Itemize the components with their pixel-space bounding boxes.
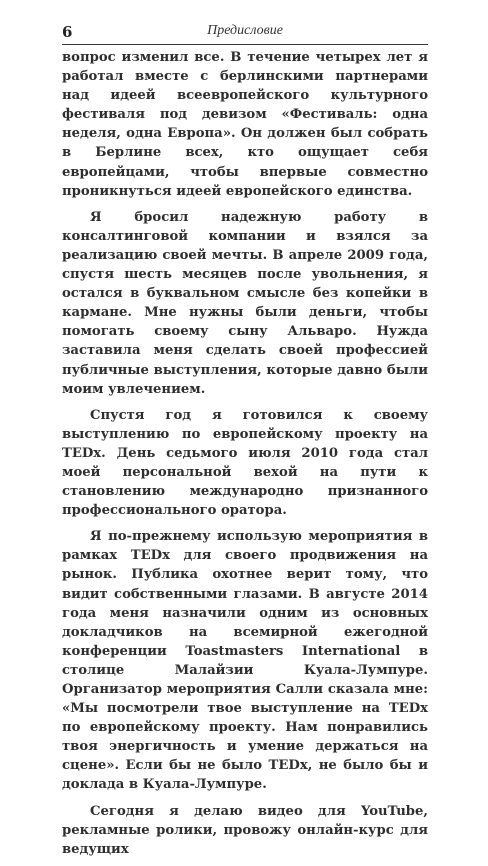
page-number: 6 [62,23,73,41]
page-body [62,48,428,866]
paragraph: Я по-прежнему использую мероприятия в рамках TEDx для своего продвижения на рынок. Публика охотнее верит тому, что видит собственными глазами. В августе 2014 года меня назначили одним из основных докладчиков на всемирной ежегодной конференции Toastmasters International в столице Малайзии Куала-Лумпуре. Организатор мероприятия Салли сказала мне: «Мы посмотрели твое выступление на TEDx по европейскому проекту. Нам понравились твоя энергичность и умение держаться на сцене». Если бы не было TEDx, не было бы и доклада в Куала-Лумпуре. [62,529,428,793]
running-title: Предисловие [207,23,283,38]
paragraph: Сегодня я делаю видео для YouTube, рекламные ролики, провожу онлайн-курс для ведущих [62,803,428,857]
page-header [62,22,428,45]
paragraph: Спустя год я готовился к своему выступлению по европейскому проекту на TEDx. День седьмого июля 2010 года стал моей персональной вехой на пути к становлению международно признанного профессионального оратора. [62,407,428,519]
paragraph: Я бросил надежную работу в консалтинговой компании и взялся за реализацию своей мечты. В апреле 2009 года, спустя шесть месяцев после увольнения, я остался в буквальном смысле без копейки в кармане. Мне нужны были деньги, чтобы помогать своему сыну Альваро. Нужда заставила меня сделать своей профессией публичные выступления, которые давно были моим увлечением. [62,209,428,397]
paragraph-continuation: вопрос изменил все. В течение четырех лет я работал вместе с берлинскими партнерами над идеей всеевропейского культурного фестиваля под девизом «Фестиваль: одна неделя, одна Европа». Он должен был собрать в Берлине всех, кто ощущает себя европейцами, чтобы впервые совместно проникнуться идеей европейского единства. [62,50,428,199]
